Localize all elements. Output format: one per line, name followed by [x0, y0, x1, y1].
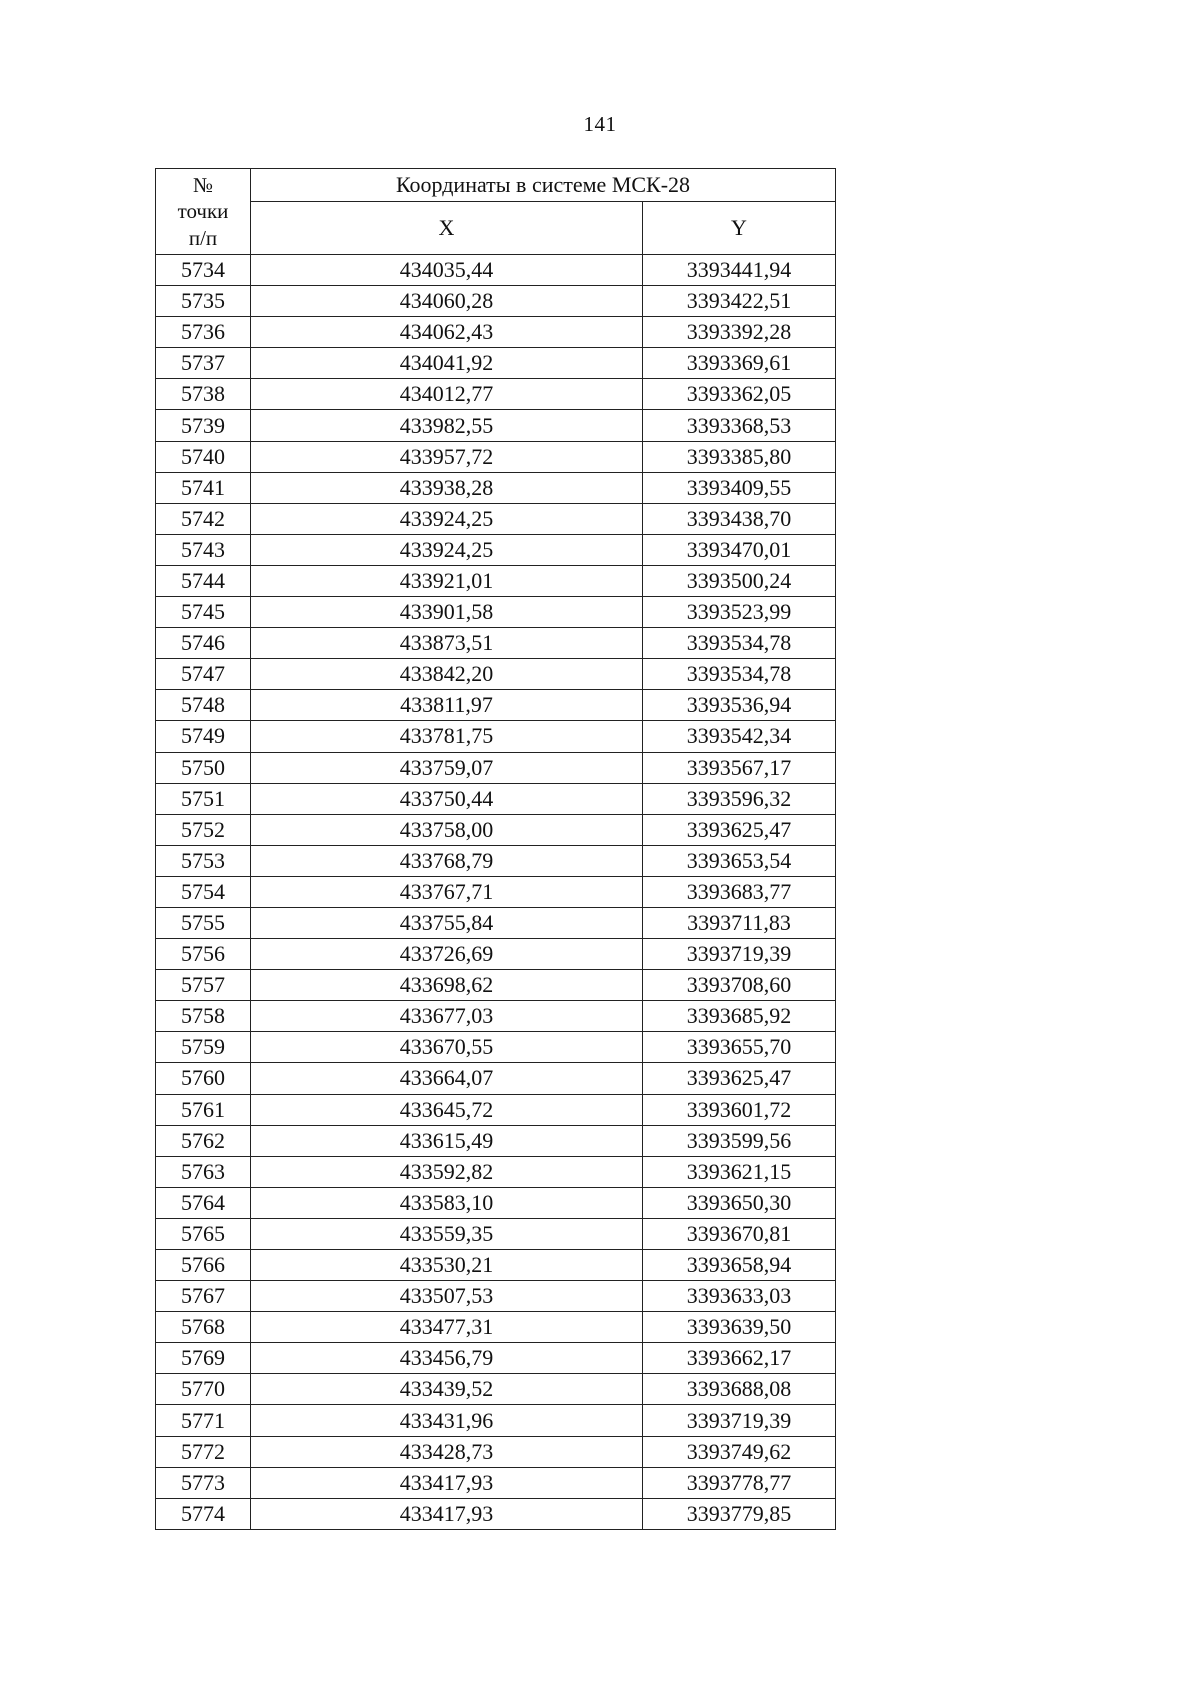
point-number-cell: 5765	[156, 1218, 251, 1249]
x-coordinate-cell: 433921,01	[251, 565, 643, 596]
x-coordinate-cell: 433726,69	[251, 939, 643, 970]
y-column-header: Y	[643, 202, 836, 255]
y-coordinate-cell: 3393639,50	[643, 1312, 836, 1343]
point-number-cell: 5771	[156, 1405, 251, 1436]
y-coordinate-cell: 3393438,70	[643, 503, 836, 534]
table-row	[156, 1467, 836, 1498]
table-row	[156, 472, 836, 503]
y-coordinate-cell: 3393683,77	[643, 876, 836, 907]
x-coordinate-cell: 433530,21	[251, 1250, 643, 1281]
x-coordinate-cell: 433559,35	[251, 1218, 643, 1249]
table-row	[156, 286, 836, 317]
page-number: 141	[583, 112, 617, 136]
point-number-cell: 5762	[156, 1125, 251, 1156]
table-row	[156, 255, 836, 286]
point-number-cell: 5734	[156, 255, 251, 286]
point-number-cell: 5736	[156, 317, 251, 348]
table-row	[156, 1312, 836, 1343]
y-coordinate-cell: 3393778,77	[643, 1467, 836, 1498]
table-body	[156, 255, 836, 1530]
point-number-header	[156, 169, 251, 255]
table-row	[156, 845, 836, 876]
x-coordinate-cell: 433781,75	[251, 721, 643, 752]
y-coordinate-cell: 3393385,80	[643, 441, 836, 472]
point-number-cell: 5766	[156, 1250, 251, 1281]
point-number-cell: 5769	[156, 1343, 251, 1374]
table-row	[156, 1156, 836, 1187]
point-number-cell: 5744	[156, 565, 251, 596]
table-row	[156, 752, 836, 783]
table-row	[156, 597, 836, 628]
x-coordinate-cell: 433938,28	[251, 472, 643, 503]
table-row	[156, 441, 836, 472]
y-coordinate-cell: 3393567,17	[643, 752, 836, 783]
point-number-header-label: № точки п/п	[177, 173, 229, 250]
x-coordinate-cell: 434035,44	[251, 255, 643, 286]
table-row	[156, 876, 836, 907]
y-coordinate-cell: 3393650,30	[643, 1187, 836, 1218]
point-number-cell: 5763	[156, 1156, 251, 1187]
x-coordinate-cell: 433758,00	[251, 814, 643, 845]
table-row	[156, 939, 836, 970]
y-coordinate-cell: 3393688,08	[643, 1374, 836, 1405]
x-coordinate-cell: 433924,25	[251, 534, 643, 565]
x-coordinate-cell: 433645,72	[251, 1094, 643, 1125]
y-coordinate-cell: 3393536,94	[643, 690, 836, 721]
y-coordinate-cell: 3393441,94	[643, 255, 836, 286]
table-row	[156, 690, 836, 721]
point-number-cell: 5774	[156, 1498, 251, 1529]
x-coordinate-cell: 433767,71	[251, 876, 643, 907]
coordinate-system-header: Координаты в системе МСК-28	[251, 169, 836, 202]
x-coordinate-cell: 434041,92	[251, 348, 643, 379]
point-number-cell: 5735	[156, 286, 251, 317]
point-number-cell: 5756	[156, 939, 251, 970]
point-number-cell: 5740	[156, 441, 251, 472]
x-coordinate-cell: 433811,97	[251, 690, 643, 721]
table-row	[156, 1436, 836, 1467]
x-column-header: X	[251, 202, 643, 255]
x-coordinate-cell: 433873,51	[251, 628, 643, 659]
x-coordinate-cell: 433755,84	[251, 907, 643, 938]
x-coordinate-cell: 433417,93	[251, 1467, 643, 1498]
point-number-cell: 5759	[156, 1032, 251, 1063]
x-coordinate-cell: 433507,53	[251, 1281, 643, 1312]
table-row	[156, 1281, 836, 1312]
y-coordinate-cell: 3393719,39	[643, 939, 836, 970]
x-coordinate-cell: 433750,44	[251, 783, 643, 814]
table-row	[156, 907, 836, 938]
table-row	[156, 1187, 836, 1218]
point-number-cell: 5746	[156, 628, 251, 659]
y-coordinate-cell: 3393534,78	[643, 659, 836, 690]
y-coordinate-cell: 3393523,99	[643, 597, 836, 628]
x-coordinate-cell: 433759,07	[251, 752, 643, 783]
y-coordinate-cell: 3393362,05	[643, 379, 836, 410]
point-number-cell: 5768	[156, 1312, 251, 1343]
x-coordinate-cell: 433456,79	[251, 1343, 643, 1374]
table-row	[156, 1343, 836, 1374]
table-row	[156, 1374, 836, 1405]
table-row	[156, 503, 836, 534]
table-row	[156, 565, 836, 596]
coordinates-table	[155, 168, 836, 1530]
x-coordinate-cell: 433670,55	[251, 1032, 643, 1063]
y-coordinate-cell: 3393719,39	[643, 1405, 836, 1436]
y-coordinate-cell: 3393409,55	[643, 472, 836, 503]
table-row	[156, 659, 836, 690]
point-number-cell: 5745	[156, 597, 251, 628]
y-coordinate-cell: 3393500,24	[643, 565, 836, 596]
point-number-cell: 5757	[156, 970, 251, 1001]
x-coordinate-cell: 433982,55	[251, 410, 643, 441]
point-number-cell: 5770	[156, 1374, 251, 1405]
table-row	[156, 1063, 836, 1094]
y-coordinate-cell: 3393601,72	[643, 1094, 836, 1125]
table-row	[156, 1405, 836, 1436]
x-coordinate-cell: 433439,52	[251, 1374, 643, 1405]
point-number-cell: 5758	[156, 1001, 251, 1032]
table-row	[156, 348, 836, 379]
y-coordinate-cell: 3393662,17	[643, 1343, 836, 1374]
y-coordinate-cell: 3393596,32	[643, 783, 836, 814]
point-number-cell: 5754	[156, 876, 251, 907]
y-coordinate-cell: 3393625,47	[643, 1063, 836, 1094]
y-coordinate-cell: 3393685,92	[643, 1001, 836, 1032]
x-coordinate-cell: 433957,72	[251, 441, 643, 472]
point-number-cell: 5737	[156, 348, 251, 379]
y-coordinate-cell: 3393534,78	[643, 628, 836, 659]
y-coordinate-cell: 3393368,53	[643, 410, 836, 441]
point-number-cell: 5751	[156, 783, 251, 814]
table-row	[156, 1032, 836, 1063]
y-coordinate-cell: 3393621,15	[643, 1156, 836, 1187]
x-coordinate-cell: 434012,77	[251, 379, 643, 410]
table-row	[156, 1498, 836, 1529]
y-coordinate-cell: 3393542,34	[643, 721, 836, 752]
x-coordinate-cell: 433768,79	[251, 845, 643, 876]
x-coordinate-cell: 433901,58	[251, 597, 643, 628]
y-coordinate-cell: 3393749,62	[643, 1436, 836, 1467]
y-coordinate-cell: 3393392,28	[643, 317, 836, 348]
y-coordinate-cell: 3393599,56	[643, 1125, 836, 1156]
table-row	[156, 970, 836, 1001]
point-number-cell: 5742	[156, 503, 251, 534]
y-coordinate-cell: 3393779,85	[643, 1498, 836, 1529]
y-coordinate-cell: 3393633,03	[643, 1281, 836, 1312]
y-coordinate-cell: 3393625,47	[643, 814, 836, 845]
table-row	[156, 317, 836, 348]
x-coordinate-cell: 433431,96	[251, 1405, 643, 1436]
y-coordinate-cell: 3393708,60	[643, 970, 836, 1001]
table-row	[156, 1094, 836, 1125]
table-row	[156, 1218, 836, 1249]
point-number-cell: 5752	[156, 814, 251, 845]
table-row	[156, 1125, 836, 1156]
table-row	[156, 1250, 836, 1281]
y-coordinate-cell: 3393422,51	[643, 286, 836, 317]
y-coordinate-cell: 3393658,94	[643, 1250, 836, 1281]
point-number-cell: 5749	[156, 721, 251, 752]
x-coordinate-cell: 433924,25	[251, 503, 643, 534]
point-number-cell: 5772	[156, 1436, 251, 1467]
table-row	[156, 721, 836, 752]
point-number-cell: 5747	[156, 659, 251, 690]
y-coordinate-cell: 3393369,61	[643, 348, 836, 379]
table-row	[156, 814, 836, 845]
x-coordinate-cell: 433428,73	[251, 1436, 643, 1467]
point-number-cell: 5773	[156, 1467, 251, 1498]
table-row	[156, 534, 836, 565]
y-coordinate-cell: 3393653,54	[643, 845, 836, 876]
x-coordinate-cell: 434060,28	[251, 286, 643, 317]
table-row	[156, 783, 836, 814]
table-row	[156, 1001, 836, 1032]
y-coordinate-cell: 3393470,01	[643, 534, 836, 565]
table-row	[156, 410, 836, 441]
y-coordinate-cell: 3393670,81	[643, 1218, 836, 1249]
x-coordinate-cell: 433698,62	[251, 970, 643, 1001]
point-number-cell: 5750	[156, 752, 251, 783]
point-number-cell: 5748	[156, 690, 251, 721]
x-coordinate-cell: 433842,20	[251, 659, 643, 690]
y-coordinate-cell: 3393711,83	[643, 907, 836, 938]
x-coordinate-cell: 434062,43	[251, 317, 643, 348]
x-coordinate-cell: 433583,10	[251, 1187, 643, 1218]
point-number-cell: 5738	[156, 379, 251, 410]
point-number-cell: 5739	[156, 410, 251, 441]
y-coordinate-cell: 3393655,70	[643, 1032, 836, 1063]
point-number-cell: 5767	[156, 1281, 251, 1312]
table-row	[156, 628, 836, 659]
x-coordinate-cell: 433592,82	[251, 1156, 643, 1187]
x-coordinate-cell: 433615,49	[251, 1125, 643, 1156]
x-coordinate-cell: 433417,93	[251, 1498, 643, 1529]
point-number-cell: 5753	[156, 845, 251, 876]
point-number-cell: 5760	[156, 1063, 251, 1094]
table-row	[156, 379, 836, 410]
point-number-cell: 5761	[156, 1094, 251, 1125]
x-coordinate-cell: 433477,31	[251, 1312, 643, 1343]
point-number-cell: 5743	[156, 534, 251, 565]
x-coordinate-cell: 433677,03	[251, 1001, 643, 1032]
point-number-cell: 5741	[156, 472, 251, 503]
x-coordinate-cell: 433664,07	[251, 1063, 643, 1094]
point-number-cell: 5755	[156, 907, 251, 938]
point-number-cell: 5764	[156, 1187, 251, 1218]
